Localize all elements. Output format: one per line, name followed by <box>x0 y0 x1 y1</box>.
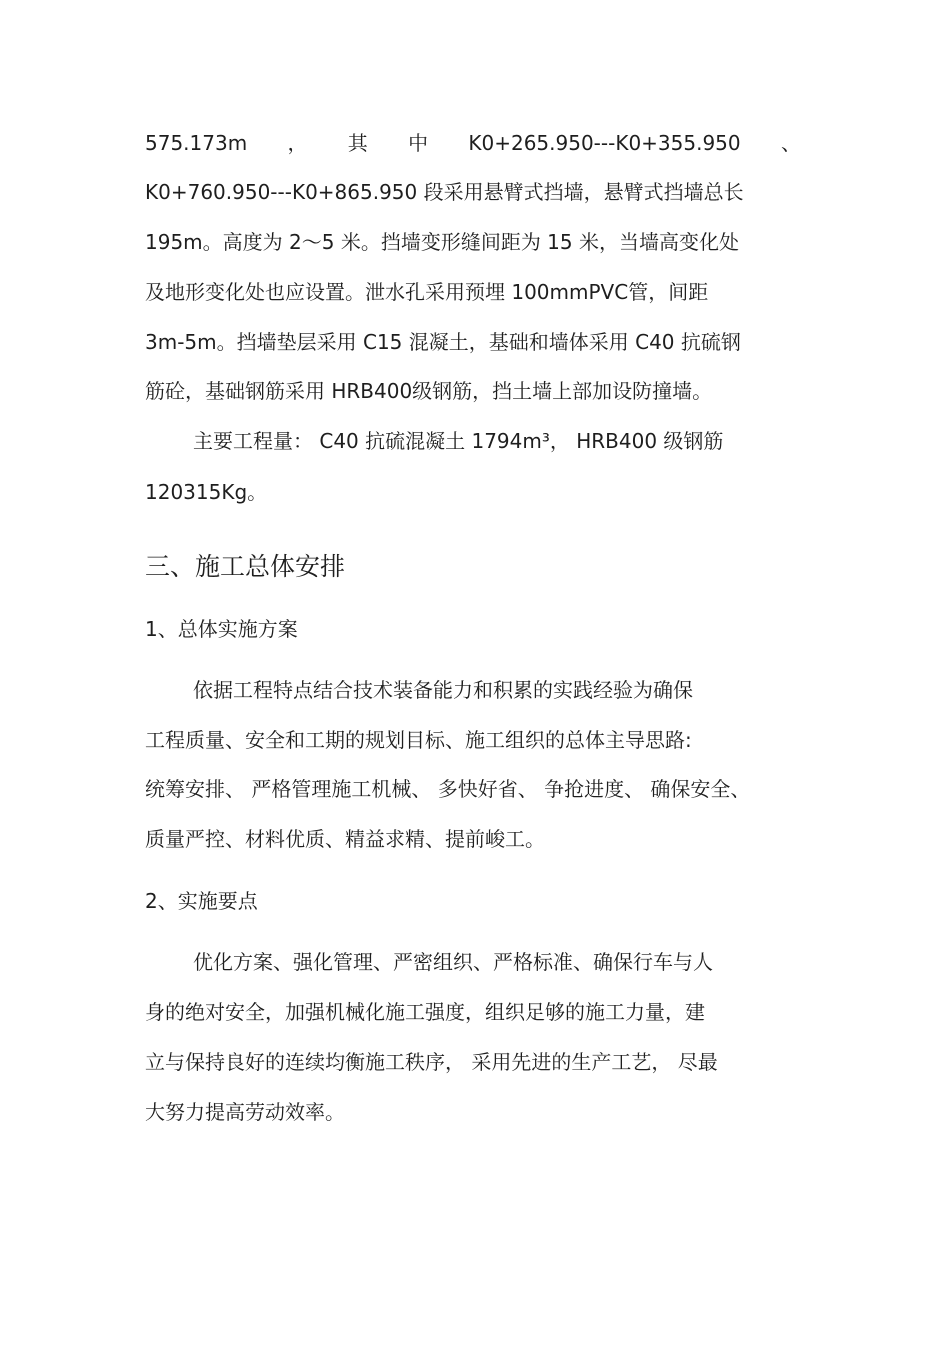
quantities-line-1: 主要工程量： C40 抗硫混凝土 1794m³， HRB400 级钢筋 <box>193 429 724 453</box>
sub2-line-2: 身的绝对安全，加强机械化施工强度，组织足够的施工力量，建 <box>145 1000 705 1024</box>
paragraph-line-6: 筋砼，基础钢筋采用 HRB400级钢筋，挡土墙上部加设防撞墙。 <box>145 379 713 403</box>
sub2-line-3: 立与保持良好的连续均衡施工秩序， 采用先进的生产工艺， 尽最 <box>145 1050 718 1074</box>
text-fragment: 中 <box>408 131 429 155</box>
subsection-heading-1: 1、总体实施方案 <box>145 617 298 641</box>
text-fragment: K0+265.950---K0+355.950 <box>468 131 741 155</box>
quantities-line-2: 120315Kg。 <box>145 480 268 504</box>
text-fragment: 其 <box>347 131 368 155</box>
sub1-line-2: 工程质量、安全和工期的规划目标、施工组织的总体主导思路: <box>145 728 692 752</box>
text-fragment: ， <box>287 131 308 155</box>
sub1-line-3: 统筹安排、 严格管理施工机械、 多快好省、 争抢进度、 确保安全、 <box>145 777 751 801</box>
sub2-line-1: 优化方案、强化管理、严密组织、严格标准、确保行车与人 <box>193 950 713 974</box>
text-fragment: 575.173m <box>145 131 248 155</box>
subsection-heading-2: 2、实施要点 <box>145 889 258 913</box>
paragraph-line-3: 195m。高度为 2～5 米。挡墙变形缝间距为 15 米，当墙高变化处 <box>145 230 739 254</box>
paragraph-line-1 <box>145 131 801 155</box>
sub1-line-4: 质量严控、材料优质、精益求精、提前峻工。 <box>145 827 545 851</box>
sub2-line-4: 大努力提高劳动效率。 <box>145 1100 345 1124</box>
sub1-line-1: 依据工程特点结合技术装备能力和积累的实践经验为确保 <box>193 678 693 702</box>
paragraph-line-5: 3m-5m。挡墙垫层采用 C15 混凝土，基础和墙体采用 C40 抗硫钢 <box>145 330 741 354</box>
paragraph-line-2: K0+760.950---K0+865.950 段采用悬臂式挡墙，悬臂式挡墙总长 <box>145 180 744 204</box>
paragraph-line-4: 及地形变化处也应设置。泄水孔采用预埋 100mmPVC管，间距 <box>145 280 709 304</box>
text-fragment: 、 <box>780 131 801 155</box>
section-heading: 三、施工总体安排 <box>145 552 346 581</box>
